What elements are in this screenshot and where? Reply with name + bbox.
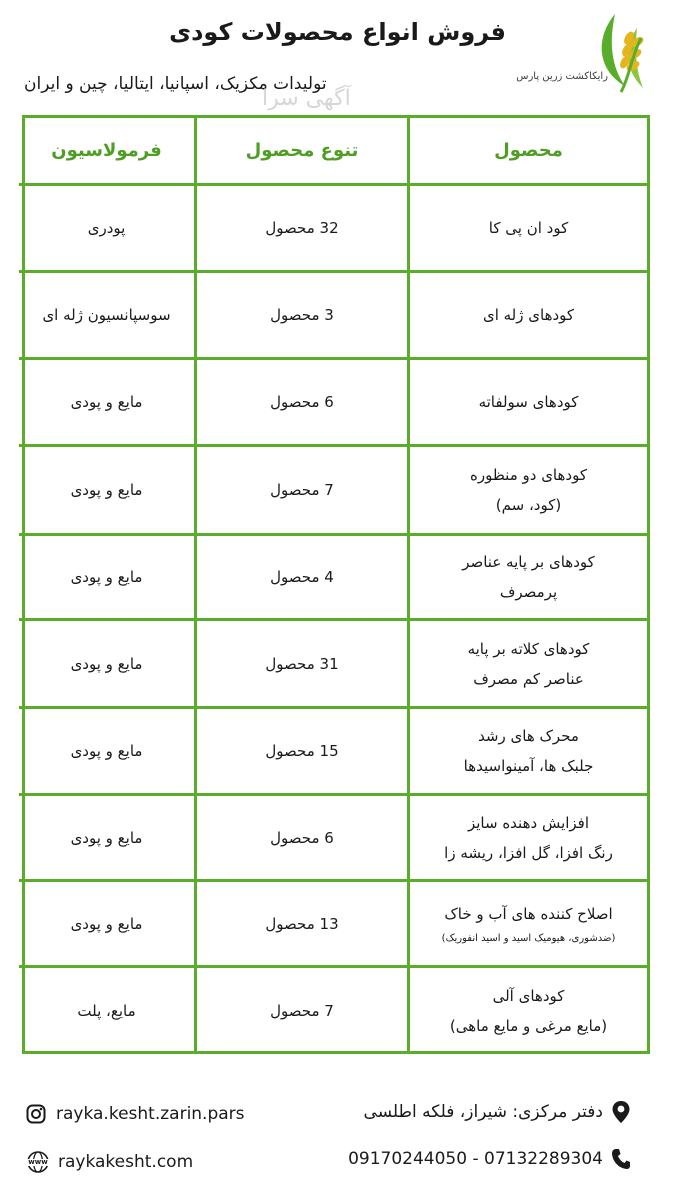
product-name-line: کودهای دو منظوره — [470, 466, 587, 484]
instagram-handle: rayka.kesht.zarin.pars — [56, 1104, 245, 1124]
variety-cell: 3 محصول — [194, 273, 407, 360]
product-cell — [407, 536, 647, 621]
product-name-line: عناصر کم مصرف — [473, 669, 584, 688]
product-name-line: کودهای آلی — [492, 987, 565, 1005]
product-name-line: کودهای کلاته بر پایه — [467, 639, 590, 658]
product-name-line: کودهای ژله ای — [482, 306, 575, 324]
product-name-line: رنگ افزا، گل افزا، ریشه زا — [444, 843, 613, 862]
formulation-cell: مایع و پودی — [19, 621, 194, 709]
product-name-line: اصلاح کننده های آب و خاک — [444, 904, 613, 923]
product-cell — [407, 621, 647, 709]
phone[interactable] — [348, 1148, 631, 1170]
formulation-cell: مایع و پودی — [19, 360, 194, 447]
formulation-cell: مایع و پودی — [19, 536, 194, 621]
header-product: محصول — [407, 118, 647, 186]
variety-cell: 7 محصول — [194, 968, 407, 1054]
product-name-line: پرمصرف — [499, 583, 558, 601]
page-title: فروش انواع محصولات کودی — [169, 18, 506, 46]
product-cell — [407, 273, 647, 360]
page-subtitle: تولیدات مکزیک، اسپانیا، ایتالیا، چین و ایران — [24, 74, 327, 94]
formulation-cell: پودری — [19, 186, 194, 273]
watermark: آگهی سرا — [262, 86, 351, 111]
product-name-line: (ضدشوری، هیومیک اسید و اسید انفوریک) — [441, 932, 616, 944]
formulation-cell: مایع، پلت — [77, 1002, 136, 1020]
variety-cell: 6 محصول — [194, 360, 407, 447]
brand-name: رایکاکشت زرین پارس — [516, 71, 608, 82]
product-name-line: محرک های رشد — [478, 727, 579, 745]
product-name-line: کودهای بر پایه عناصر — [462, 553, 595, 571]
variety-cell: 13 محصول — [194, 882, 407, 968]
variety-cell: 6 محصول — [194, 796, 407, 882]
address-text: دفتر مرکزی: شیراز، فلکه اطلسی — [363, 1102, 603, 1122]
website-text: raykakesht.com — [58, 1152, 194, 1172]
variety-cell: 4 محصول — [194, 536, 407, 621]
globe-icon-label: www — [28, 1158, 48, 1166]
product-cell — [407, 882, 647, 968]
formulation-cell: مایع و پودی — [19, 882, 194, 968]
product-name-line: (مایع مرغی و مایع ماهی) — [449, 1017, 608, 1035]
header-variety: تنوع محصول — [194, 118, 407, 186]
phone-icon — [611, 1148, 631, 1170]
product-name-line: کود ان پی کا — [488, 219, 569, 237]
product-cell — [407, 360, 647, 447]
variety-cell: 31 محصول — [194, 621, 407, 709]
product-name-line: افزایش دهنده سایز — [467, 813, 590, 832]
variety-cell: 32 محصول — [194, 186, 407, 273]
instagram-link[interactable] — [26, 1104, 245, 1124]
instagram-icon — [26, 1104, 46, 1124]
formulation-cell: مایع و پودی — [19, 447, 194, 536]
formulation-cell: سوسپانسیون ژله ای — [19, 273, 194, 360]
website-link[interactable] — [26, 1150, 193, 1174]
globe-icon — [26, 1150, 50, 1174]
header-formulation: فرمولاسیون — [19, 118, 194, 186]
products-table — [22, 115, 650, 1054]
product-cell — [407, 796, 647, 882]
location-pin-icon — [611, 1100, 631, 1124]
product-name-line: کودهای سولفاته — [478, 393, 579, 411]
address — [364, 1100, 631, 1124]
product-cell — [407, 968, 647, 1054]
product-cell — [407, 709, 647, 796]
product-cell — [407, 186, 647, 273]
product-name-line: جلبک ها، آمینواسیدها — [463, 757, 594, 775]
product-name-line: (کود، سم) — [495, 496, 562, 514]
formulation-cell: مایع و پودی — [19, 709, 194, 796]
variety-cell: 15 محصول — [194, 709, 407, 796]
formulation-cell: مایع و پودی — [19, 796, 194, 882]
variety-cell: 7 محصول — [194, 447, 407, 536]
phone-text: 07132289304 - 09170244050 — [348, 1149, 603, 1169]
product-cell — [407, 447, 647, 536]
